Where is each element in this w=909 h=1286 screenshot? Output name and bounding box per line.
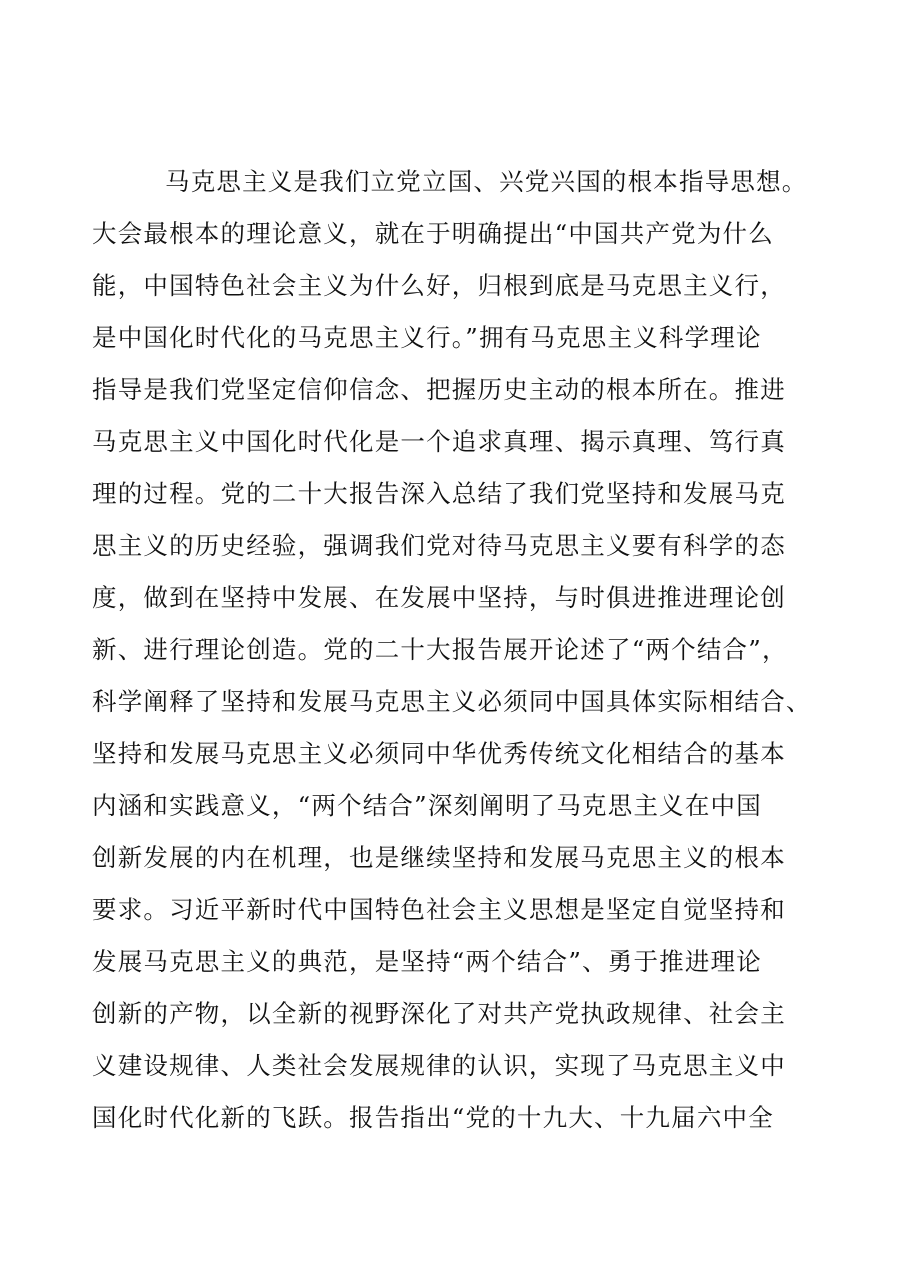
paragraph-line: 马克思主义中国化时代化是一个追求真理、揭示真理、笃行真 bbox=[92, 427, 786, 456]
paragraph-line: 理的过程。党的二十大报告深入总结了我们党坚持和发展马克 bbox=[92, 479, 786, 508]
paragraph-line: 创新的产物，以全新的视野深化了对共产党执政规律、社会主 bbox=[92, 999, 786, 1028]
paragraph-line: 能，中国特色社会主义为什么好，归根到底是马克思主义行， bbox=[92, 271, 786, 300]
paragraph-line: 发展马克思主义的典范，是坚持“两个结合”、勇于推进理论 bbox=[92, 947, 762, 976]
paragraph-line: 是中国化时代化的马克思主义行。”拥有马克思主义科学理论 bbox=[92, 323, 762, 352]
paragraph-line: 大会最根本的理论意义，就在于明确提出“中国共产党为什么 bbox=[92, 219, 774, 248]
paragraph-line: 义建设规律、人类社会发展规律的认识，实现了马克思主义中 bbox=[92, 1051, 786, 1080]
paragraph-line: 国化时代化新的飞跃。报告指出“党的十九大、十九届六中全 bbox=[92, 1103, 774, 1132]
paragraph-line: 创新发展的内在机理，也是继续坚持和发展马克思主义的根本 bbox=[92, 843, 786, 872]
paragraph-line: 坚持和发展马克思主义必须同中华优秀传统文化相结合的基本 bbox=[92, 739, 786, 768]
paragraph-line: 新、进行理论创造。党的二十大报告展开论述了“两个结合”， bbox=[92, 635, 788, 664]
paragraph-line: 思主义的历史经验，强调我们党对待马克思主义要有科学的态 bbox=[92, 531, 786, 560]
paragraph-line: 内涵和实践意义，“两个结合”深刻阐明了马克思主义在中国 bbox=[92, 791, 762, 820]
paragraph-line: 指导是我们党坚定信仰信念、把握历史主动的根本所在。推进 bbox=[92, 375, 786, 404]
paragraph-line: 度，做到在坚持中发展、在发展中坚持，与时俱进推进理论创 bbox=[92, 583, 786, 612]
paragraph-line: 要求。习近平新时代中国特色社会主义思想是坚定自觉坚持和 bbox=[92, 895, 786, 924]
paragraph-line: 马克思主义是我们立党立国、兴党兴国的根本指导思想。 bbox=[165, 167, 808, 196]
paragraph-line: 科学阐释了坚持和发展马克思主义必须同中国具体实际相结合、 bbox=[92, 687, 812, 716]
